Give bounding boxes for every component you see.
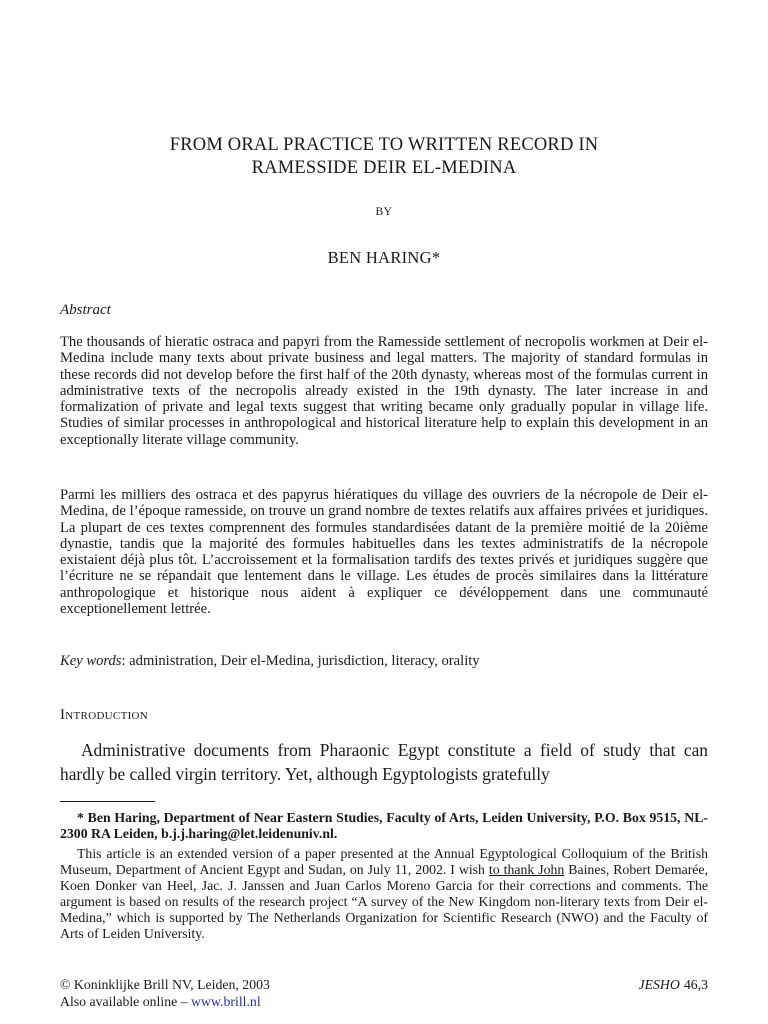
copyright-notice: © Koninklijke Brill NV, Leiden, 2003 — [60, 977, 270, 992]
footer-publisher — [60, 977, 270, 1010]
publisher-link[interactable]: www.brill.nl — [191, 993, 261, 1009]
abstract-heading: Abstract — [60, 302, 111, 318]
journal-volume: 46,3 — [683, 977, 708, 992]
article-title — [60, 134, 708, 180]
abstract-english: The thousands of hieratic ostraca and papyri from the Ramesside settlement of necropolis workmen at Deir el-Medina include many texts about private business and legal matters. The majority of standard formulas in these records did not develop before the first half of the 20th dynasty, whereas most of the formulas current in administrative texts of the necropolis already existed in the 19th dynasty. The later increase in and formalization of private and legal texts suggest that writing became only gradually popular in village life. Studies of similar processes in anthropological and historical literature help to explain this development in an exceptionally literate village community. — [60, 334, 708, 448]
title-line-2: RAMESSIDE DEIR EL-MEDINA — [251, 158, 517, 178]
keywords-list: : administration, Deir el-Medina, jurisdiction, literacy, orality — [121, 653, 480, 669]
journal-name: JESHO — [638, 977, 680, 992]
footnote-rule — [60, 801, 155, 802]
introduction-paragraph: Administrative documents from Pharaonic Egypt constitute a field of study that can hardly be called virgin territory. Yet, although Egyptologists gratefully — [60, 740, 708, 784]
section-heading-introduction: Introduction — [60, 707, 149, 723]
title-line-1: FROM ORAL PRACTICE TO WRITTEN RECORD IN — [169, 135, 599, 155]
online-prefix: Also available online – — [60, 993, 192, 1009]
author-name: BEN HARING* — [327, 248, 441, 267]
footnote-text-1: This article is an extended version of a paper presented at the Annual Egyptological Colloquium of the British Museum, Department of Ancient Egypt and Sudan, on July 11, 2002. I wish — [60, 846, 708, 878]
footnote-underlined-text: to thank John — [488, 862, 565, 878]
footnote-acknowledgements — [60, 846, 708, 943]
footnote-author: * Ben Haring, Department of Near Eastern Studies, Faculty of Arts, Leiden University, P.O. Box 9515, NL-2300 RA Leiden, b.j.j.haring@let.leidenuniv.nl. — [60, 810, 708, 842]
keywords-label: Key words — [60, 653, 122, 669]
keywords — [60, 653, 708, 670]
footnote-text-2: Baines, Robert Demarée, Koen Donker van Heel, Jac. J. Janssen and Juan Carlos Moreno Garcia for their corrections and comments. The argument is based on results of the research project “A survey of the New Kingdom non-literary texts from Deir el-Medina,” which is supported by The Netherlands Organization for Scientific Research (NWO) and the Faculty of Arts of Leiden University. — [60, 862, 708, 942]
abstract-french: Parmi les milliers des ostraca et des papyrus hiératiques du village des ouvriers de la nécropole de Deir el-Medina, de l’époque ramesside, on trouve un grand nombre de textes relatifs aux affaires privées et juridiques. La plupart de ces textes comprennent des formules standardisées datant de la première moitié de la 20ième dynastie, tandis que la majorité des formules habituelles dans les textes administratifs de la nécropole existaient déjà plus tôt. L’accroissement et la formalisation tardifs des textes privés et juridiques suggère que l’écriture ne se répandait que lentement dans le village. Les études de procès similaires dans la littérature anthropologique et historique nous aident à expliquer ce dévéloppement dans une communauté exceptionellement lettrée. — [60, 487, 708, 618]
footer-journal — [638, 977, 708, 994]
online-availability — [60, 994, 270, 1011]
by-label: BY — [375, 206, 393, 218]
